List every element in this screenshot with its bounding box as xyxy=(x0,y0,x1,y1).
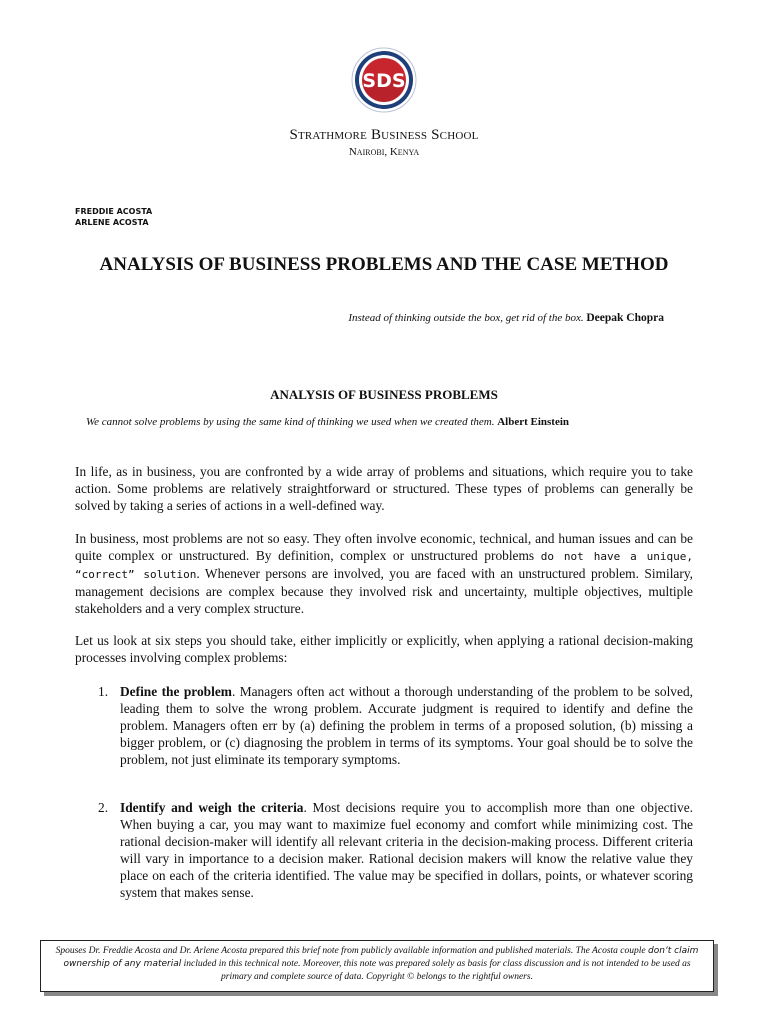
epigraph-quote: Instead of thinking outside the box, get rid of the box. xyxy=(348,312,584,324)
document-title: ANALYSIS OF BUSINESS PROBLEMS AND THE CASE METHOD xyxy=(99,254,669,275)
paragraph xyxy=(75,530,693,617)
paragraph: In life, as in business, you are confronted by a wide array of problems and situations, which require you to take action. Some problems are relatively straightforward or structured. These types of problems can generally be solved by taking a series of actions in a well-defined way. xyxy=(75,464,693,513)
school-logo xyxy=(351,47,417,113)
list-number: 2. xyxy=(98,800,109,815)
list-heading: Identify and weigh the criteria xyxy=(120,800,304,815)
authors-block xyxy=(75,206,152,228)
epigraph-author: Deepak Chopra xyxy=(586,312,664,324)
epigraph xyxy=(348,312,664,324)
author-name: ARLENE ACOSTA xyxy=(75,218,149,227)
section-title: ANALYSIS OF BUSINESS PROBLEMS xyxy=(270,387,498,402)
paragraph-text: In business, most problems are not so easy. They often involve economic, technical, and human issues and can be quite complex or unstructured. By definition, complex or unstructured problems xyxy=(75,531,693,563)
section-quote-text: We cannot solve problems by using the same kind of thinking we used when we created them. xyxy=(86,416,495,428)
school-city: Nairobi, Kenya xyxy=(348,146,420,158)
paragraph-text: . Whenever persons are involved, you are faced with an unstructured problem. Similary, management decisions are complex because they involved risk and uncertainty, multiple objectives, multiple stakeholders and a very complex structure. xyxy=(75,566,693,616)
list-heading: Define the problem xyxy=(120,684,232,699)
list-text: . Managers often act without a thorough understanding of the problem to be solved, leading them to solve the wrong problem. Accurate judgment is required to identify and define the problem. Managers often err by (a) defining the problem in terms of a proposed solution, (b) missing a bigger problem, or (c) diagnosing the problem in terms of its symptoms. Your goal should be to solve the problem, not just eliminate its temporary symptoms. xyxy=(120,684,693,767)
paragraph: Let us look at six steps you should take, either implicitly or explicitly, when applying a rational decision-making processes involving complex problems: xyxy=(75,633,693,665)
section-quote-author: Albert Einstein xyxy=(497,416,570,428)
author-name: FREDDIE ACOSTA xyxy=(75,207,153,216)
paragraph-mono-text: do not have a unique, “correct” solution xyxy=(75,550,693,581)
list-item xyxy=(98,799,693,901)
footnote-handwritten-text: don’t claim ownership of any material xyxy=(63,946,699,969)
list-number: 1. xyxy=(98,684,109,699)
section-quote xyxy=(86,416,569,428)
footnote-text: Spouses Dr. Freddie Acosta and Dr. Arlene Acosta prepared this brief note from publicly available information and published materials. The Acosta couple xyxy=(55,946,648,956)
school-name: Strathmore Business School xyxy=(289,127,479,143)
list-text: . Most decisions require you to accomplish more than one objective. When buying a car, you may want to maximize fuel economy and comfort while minimizing cost. The rational decision-maker will identify all relevant criteria in the decision-making process. Different criteria will vary in importance to a decision maker. Rational decision makers will know the relative value they place on each of the criteria identified. The value may be specified in dollars, points, or whatever scoring system that makes sense. xyxy=(120,800,694,900)
list-item xyxy=(98,683,693,768)
footnote-text: included in this technical note. Moreover, this note was prepared solely as basis for class discussion and is not intended to be used as primary and complete source of data. Copyright © belongs to the rightful owners. xyxy=(181,959,691,982)
footnote-box xyxy=(40,940,714,992)
logo-text: SDS xyxy=(362,70,406,92)
